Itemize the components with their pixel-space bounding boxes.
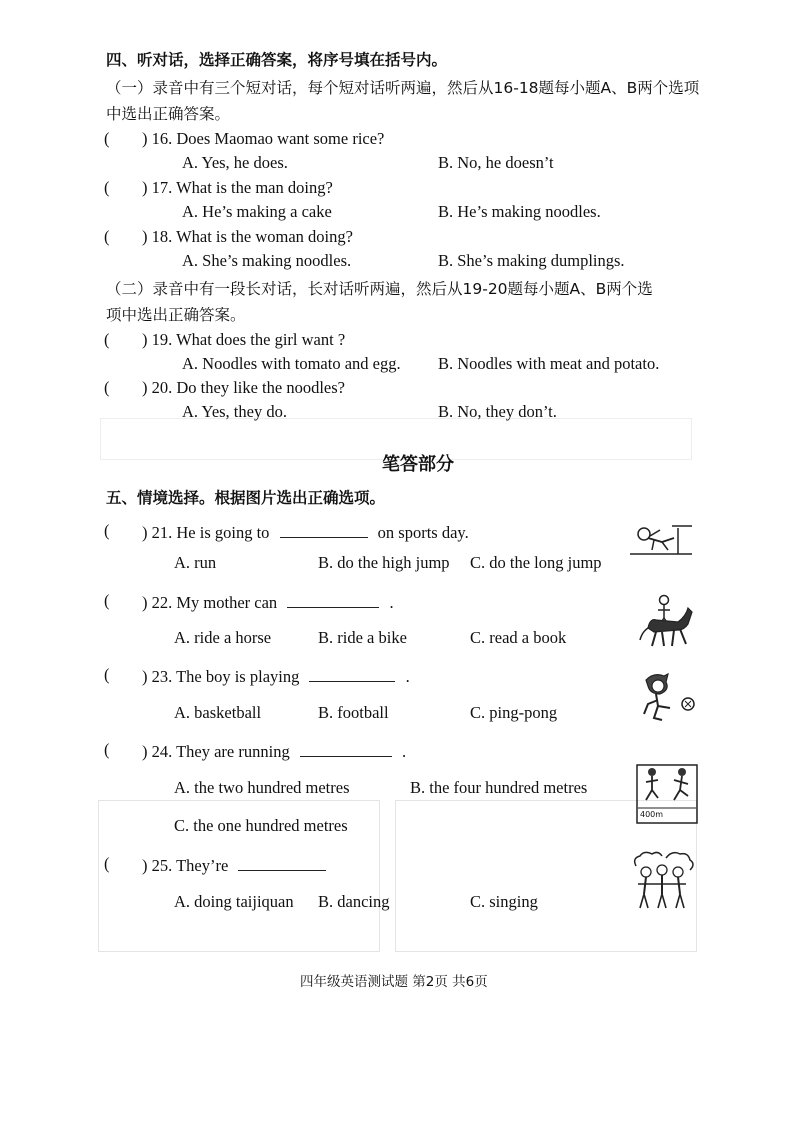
answer-bracket-24[interactable]: ( — [104, 740, 110, 759]
answer-blank-24[interactable] — [300, 740, 392, 757]
question-25-option-c: C. singing — [470, 892, 538, 911]
answer-blank-21[interactable] — [280, 521, 368, 538]
track-label: 400m — [640, 810, 664, 819]
answer-bracket-20[interactable]: ( — [104, 378, 110, 397]
section4-title: 四、听对话，选择正确答案，将序号填在括号内。 — [106, 51, 448, 69]
question-22-tail: . — [389, 593, 394, 612]
question-21 — [142, 521, 469, 543]
section4-part2-instruction: （二）录音中有一段长对话，长对话听两遍，然后从19-20题每小题A、B两个选 — [106, 280, 653, 298]
question-24-option-a: A. the two hundred metres — [174, 778, 350, 797]
section5-title: 五、情境选择。根据图片选出正确选项。 — [106, 489, 386, 507]
question-17: ) 17. What is the man doing? — [142, 178, 333, 197]
question-24-option-b: B. the four hundred metres — [410, 778, 588, 797]
question-25 — [142, 854, 332, 876]
question-16: ) 16. Does Maomao want some rice? — [142, 129, 385, 148]
answer-bracket-19[interactable]: ( — [104, 330, 110, 349]
question-22-option-c: C. read a book — [470, 628, 567, 647]
answer-bracket-17[interactable]: ( — [104, 178, 110, 197]
question-25-option-b: B. dancing — [318, 892, 390, 911]
question-21-text: ) 21. He is going to — [142, 523, 270, 542]
question-18-option-a: A. She’s making noodles. — [182, 251, 352, 270]
answer-blank-23[interactable] — [309, 665, 395, 682]
question-23-tail: . — [405, 667, 410, 686]
question-16-option-a: A. Yes, he does. — [182, 153, 288, 172]
long-jump-picture — [628, 518, 694, 560]
question-22-text: ) 22. My mother can — [142, 593, 278, 612]
question-21-option-b: B. do the high jump — [318, 553, 450, 572]
question-21-option-a: A. run — [174, 553, 217, 572]
question-19-option-a: A. Noodles with tomato and egg. — [182, 354, 401, 373]
question-23-option-c: C. ping-pong — [470, 703, 558, 722]
question-20: ) 20. Do they like the noodles? — [142, 378, 345, 397]
question-20-option-a: A. Yes, they do. — [182, 402, 287, 421]
question-24-tail: . — [401, 742, 407, 761]
question-18-option-b: B. She’s making dumplings. — [438, 251, 625, 270]
question-24-option-c: C. the one hundred metres — [174, 816, 348, 835]
question-20-option-b: B. No, they don’t. — [438, 402, 557, 421]
horse-riding-picture — [634, 594, 696, 650]
question-25-option-a: A. doing taijiquan — [174, 892, 294, 911]
question-24-text: ) 24. They are running — [142, 742, 290, 761]
question-23-text: ) 23. The boy is playing — [142, 667, 300, 686]
page-footer: 四年级英语测试题 第2页 共6页 — [300, 974, 488, 990]
answer-bracket-18[interactable]: ( — [104, 227, 110, 246]
question-22-option-b: B. ride a bike — [318, 628, 407, 647]
answer-blank-25[interactable] — [238, 854, 326, 871]
answer-bracket-22[interactable]: ( — [104, 591, 110, 610]
question-17-option-a: A. He’s making a cake — [182, 202, 332, 221]
answer-bracket-16[interactable]: ( — [104, 129, 110, 148]
question-18: ) 18. What is the woman doing? — [142, 227, 353, 246]
question-23 — [142, 665, 410, 687]
question-17-option-b: B. He’s making noodles. — [438, 202, 601, 221]
section4-part1-instruction: （一）录音中有三个短对话，每个短对话听两遍，然后从16-18题每小题A、B两个选项 — [106, 79, 700, 97]
question-23-option-a: A. basketball — [174, 703, 262, 722]
question-21-option-c: C. do the long jump — [470, 553, 602, 572]
question-19: ) 19. What does the girl want ? — [142, 330, 346, 349]
answer-bracket-21[interactable]: ( — [104, 521, 110, 540]
question-23-option-b: B. football — [318, 703, 389, 722]
question-19-option-b: B. Noodles with meat and potato. — [438, 354, 660, 373]
question-24 — [142, 740, 406, 762]
answer-bracket-25[interactable]: ( — [104, 854, 110, 873]
answer-bracket-23[interactable]: ( — [104, 665, 110, 684]
section4-part1-instruction-cont: 中选出正确答案。 — [106, 105, 231, 123]
written-part-title: 笔答部分 — [382, 454, 454, 475]
singing-picture — [628, 850, 698, 912]
question-25-text: ) 25. They’re — [142, 856, 229, 875]
running-picture — [636, 764, 698, 826]
question-21-tail: on sports day. — [377, 523, 469, 542]
question-16-option-b: B. No, he doesn’t — [438, 153, 554, 172]
question-22-option-a: A. ride a horse — [174, 628, 272, 647]
section4-part2-instruction-cont: 项中选出正确答案。 — [106, 306, 246, 324]
answer-blank-22[interactable] — [287, 591, 379, 608]
football-picture — [636, 670, 698, 724]
question-22 — [142, 591, 394, 613]
